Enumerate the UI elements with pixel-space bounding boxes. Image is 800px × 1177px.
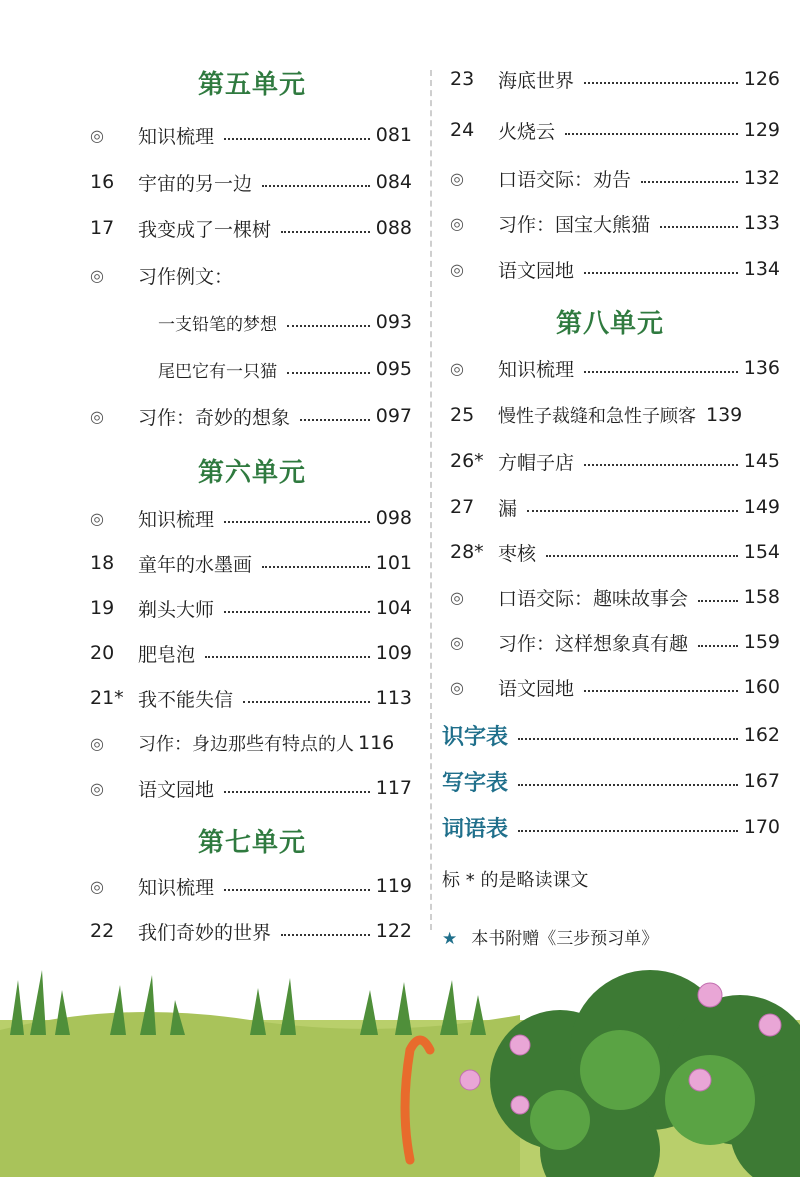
toc-entry[interactable] xyxy=(90,501,412,535)
lesson-number: 18 xyxy=(90,552,115,574)
leader-dots xyxy=(281,231,370,233)
toc-entry[interactable] xyxy=(90,546,412,580)
toc-table-entry[interactable] xyxy=(442,810,780,844)
leader-dots xyxy=(698,600,738,602)
entry-page: 145 xyxy=(743,450,780,472)
toc-entry[interactable] xyxy=(90,165,412,199)
bullet-icon: ◎ xyxy=(90,406,104,426)
leader-dots xyxy=(243,701,370,703)
bullet-icon: ◎ xyxy=(450,677,464,697)
toc-entry[interactable] xyxy=(450,62,780,96)
leader-dots xyxy=(584,464,738,466)
bullet-icon: ◎ xyxy=(450,213,464,233)
entry-page: 158 xyxy=(743,586,780,608)
entry-page: 084 xyxy=(375,171,412,193)
entry-title: 我变成了一棵树 xyxy=(138,218,272,241)
entry-title: 语文园地 xyxy=(498,259,575,282)
entry-page: 097 xyxy=(375,405,412,427)
bullet-icon: ◎ xyxy=(450,259,464,279)
unit-5-title: 第五单元 xyxy=(198,70,307,100)
leader-dots xyxy=(224,791,370,793)
leader-dots xyxy=(262,185,370,187)
entry-title: 习作：这样想象真有趣 xyxy=(498,632,689,655)
leader-dots xyxy=(546,555,738,557)
entry-page: 093 xyxy=(375,311,412,333)
entry-title: 知识梳理 xyxy=(138,125,215,148)
entry-title: 一支铅笔的梦想 xyxy=(158,314,277,335)
entry-title: 宇宙的另一边 xyxy=(138,172,253,195)
entry-title: 习作：奇妙的想象 xyxy=(138,406,291,429)
toc-entry[interactable] xyxy=(90,681,412,715)
table-title: 词语表 xyxy=(442,816,509,842)
toc-table-entry[interactable] xyxy=(442,718,780,752)
entry-page: 126 xyxy=(743,68,780,90)
toc-entry[interactable] xyxy=(90,258,412,292)
entry-page: 160 xyxy=(743,676,780,698)
toc-entry[interactable] xyxy=(90,211,412,245)
toc-entry[interactable] xyxy=(450,670,780,704)
lesson-number: 20 xyxy=(90,642,115,664)
bullet-icon: ◎ xyxy=(450,632,464,652)
leader-dots xyxy=(518,830,738,832)
entry-title: 枣核 xyxy=(498,542,537,565)
entry-title: 我们奇妙的世界 xyxy=(138,921,272,944)
bullet-icon: ◎ xyxy=(450,587,464,607)
entry-title: 漏 xyxy=(498,497,518,520)
entry-page: 095 xyxy=(375,358,412,380)
entry-page: 136 xyxy=(743,357,780,379)
toc-subentry[interactable] xyxy=(158,352,412,386)
entry-page: 119 xyxy=(375,875,412,897)
entry-page: 162 xyxy=(743,724,780,746)
leader-dots xyxy=(698,645,738,647)
entry-title: 童年的水墨画 xyxy=(138,553,253,576)
entry-title: 尾巴它有一只猫 xyxy=(158,361,277,382)
lesson-number: 17 xyxy=(90,217,115,239)
entry-page: 159 xyxy=(743,631,780,653)
entry-title: 方帽子店 xyxy=(498,451,575,474)
entry-page: 149 xyxy=(743,496,780,518)
toc-entry[interactable] xyxy=(450,161,780,195)
column-divider xyxy=(430,70,432,930)
leader-dots xyxy=(224,521,370,523)
entry-page: 116 xyxy=(358,732,395,754)
entry-page: 133 xyxy=(743,212,780,234)
leader-dots xyxy=(205,656,370,658)
lesson-number: 27 xyxy=(450,496,475,518)
entry-title: 剃头大师 xyxy=(138,598,215,621)
bullet-icon: ◎ xyxy=(90,125,104,145)
toc-entry[interactable] xyxy=(90,399,412,433)
leader-dots xyxy=(224,889,370,891)
entry-title: 慢性子裁缝和急性子顾客 xyxy=(498,406,696,427)
entry-page: 167 xyxy=(743,770,780,792)
entry-title: 知识梳理 xyxy=(498,358,575,381)
lesson-number: 25 xyxy=(450,404,475,426)
leader-dots xyxy=(584,272,738,274)
entry-page: 154 xyxy=(743,541,780,563)
entry-title: 语文园地 xyxy=(498,677,575,700)
leader-dots xyxy=(527,510,738,512)
toc-entry[interactable] xyxy=(450,625,780,659)
leader-dots xyxy=(518,784,738,786)
entry-title: 肥皂泡 xyxy=(138,643,196,666)
toc-entry[interactable] xyxy=(450,535,780,569)
toc-entry[interactable] xyxy=(90,636,412,670)
entry-title: 火烧云 xyxy=(498,120,556,143)
table-title: 写字表 xyxy=(442,770,509,796)
bullet-icon: ◎ xyxy=(90,733,104,753)
leader-dots xyxy=(287,325,370,327)
entry-page: 139 xyxy=(706,404,743,426)
unit-7-title: 第七单元 xyxy=(198,828,307,858)
entry-title: 海底世界 xyxy=(498,69,575,92)
bullet-icon: ◎ xyxy=(450,358,464,378)
bonus-text: 本书附赠《三步预习单》 xyxy=(471,929,659,949)
entry-title: 口语交际：劝告 xyxy=(498,168,632,191)
toc-entry[interactable] xyxy=(450,398,780,432)
leader-dots xyxy=(660,226,738,228)
leader-dots xyxy=(565,133,738,135)
leader-dots xyxy=(518,738,738,740)
entry-title: 习作：身边那些有特点的人 xyxy=(138,734,354,755)
entry-page: 132 xyxy=(743,167,780,189)
toc-entry[interactable] xyxy=(450,206,780,240)
leader-dots xyxy=(262,566,370,568)
lesson-number: 24 xyxy=(450,119,475,141)
toc-entry[interactable] xyxy=(450,113,780,147)
leader-dots xyxy=(300,419,370,421)
bullet-icon: ◎ xyxy=(90,265,104,285)
meadow-illustration xyxy=(0,960,800,1177)
entry-page: 109 xyxy=(375,642,412,664)
toc-entry[interactable] xyxy=(90,118,412,152)
lesson-number: 26* xyxy=(450,450,484,472)
lesson-number: 16 xyxy=(90,171,115,193)
table-title: 识字表 xyxy=(442,724,509,750)
entry-page: 117 xyxy=(375,777,412,799)
entry-title: 习作：国宝大熊猫 xyxy=(498,213,651,236)
toc-entry[interactable] xyxy=(90,771,412,805)
grass-patch xyxy=(0,1012,520,1177)
entry-title: 我不能失信 xyxy=(138,688,234,711)
entry-page: 098 xyxy=(375,507,412,529)
leader-dots xyxy=(584,82,738,84)
leader-dots xyxy=(287,372,370,374)
lesson-number: 21* xyxy=(90,687,124,709)
leader-dots xyxy=(224,138,370,140)
toc-table-entry[interactable] xyxy=(442,764,780,798)
bullet-icon: ◎ xyxy=(90,508,104,528)
entry-page: 088 xyxy=(375,217,412,239)
lesson-number: 19 xyxy=(90,597,115,619)
entry-page: 113 xyxy=(375,687,412,709)
toc-entry[interactable] xyxy=(90,591,412,625)
lesson-number: 22 xyxy=(90,920,115,942)
lesson-number: 23 xyxy=(450,68,475,90)
unit-8-title: 第八单元 xyxy=(556,309,665,339)
bullet-icon: ◎ xyxy=(90,876,104,896)
entry-title: 知识梳理 xyxy=(138,508,215,531)
toc-entry[interactable] xyxy=(450,444,780,478)
entry-page: 129 xyxy=(743,119,780,141)
toc-entry[interactable] xyxy=(450,490,780,524)
entry-page: 101 xyxy=(375,552,412,574)
lesson-number: 28* xyxy=(450,541,484,563)
entry-title: 语文园地 xyxy=(138,778,215,801)
bullet-icon: ◎ xyxy=(90,778,104,798)
toc-entry[interactable] xyxy=(450,580,780,614)
entry-title: 知识梳理 xyxy=(138,876,215,899)
entry-page: 122 xyxy=(375,920,412,942)
leader-dots xyxy=(281,934,370,936)
entry-page: 170 xyxy=(743,816,780,838)
entry-page: 104 xyxy=(375,597,412,619)
toc-subentry[interactable] xyxy=(158,305,412,339)
toc-entry[interactable] xyxy=(90,726,412,760)
toc-entry[interactable] xyxy=(450,252,780,286)
bullet-icon: ◎ xyxy=(450,168,464,188)
star-icon: ★ xyxy=(442,929,458,949)
toc-entry[interactable] xyxy=(90,914,412,948)
leader-dots xyxy=(224,611,370,613)
entry-title: 习作例文： xyxy=(138,265,234,288)
entry-page: 134 xyxy=(743,258,780,280)
leader-dots xyxy=(641,181,738,183)
optional-reading-note: 标 * 的是略读课文 xyxy=(442,870,589,891)
entry-page: 081 xyxy=(375,124,412,146)
leader-dots xyxy=(584,690,738,692)
leader-dots xyxy=(584,371,738,373)
bonus-note xyxy=(442,924,658,949)
toc-entry[interactable] xyxy=(90,869,412,903)
toc-entry[interactable] xyxy=(450,351,780,385)
entry-title: 口语交际：趣味故事会 xyxy=(498,587,689,610)
unit-6-title: 第六单元 xyxy=(198,458,307,488)
